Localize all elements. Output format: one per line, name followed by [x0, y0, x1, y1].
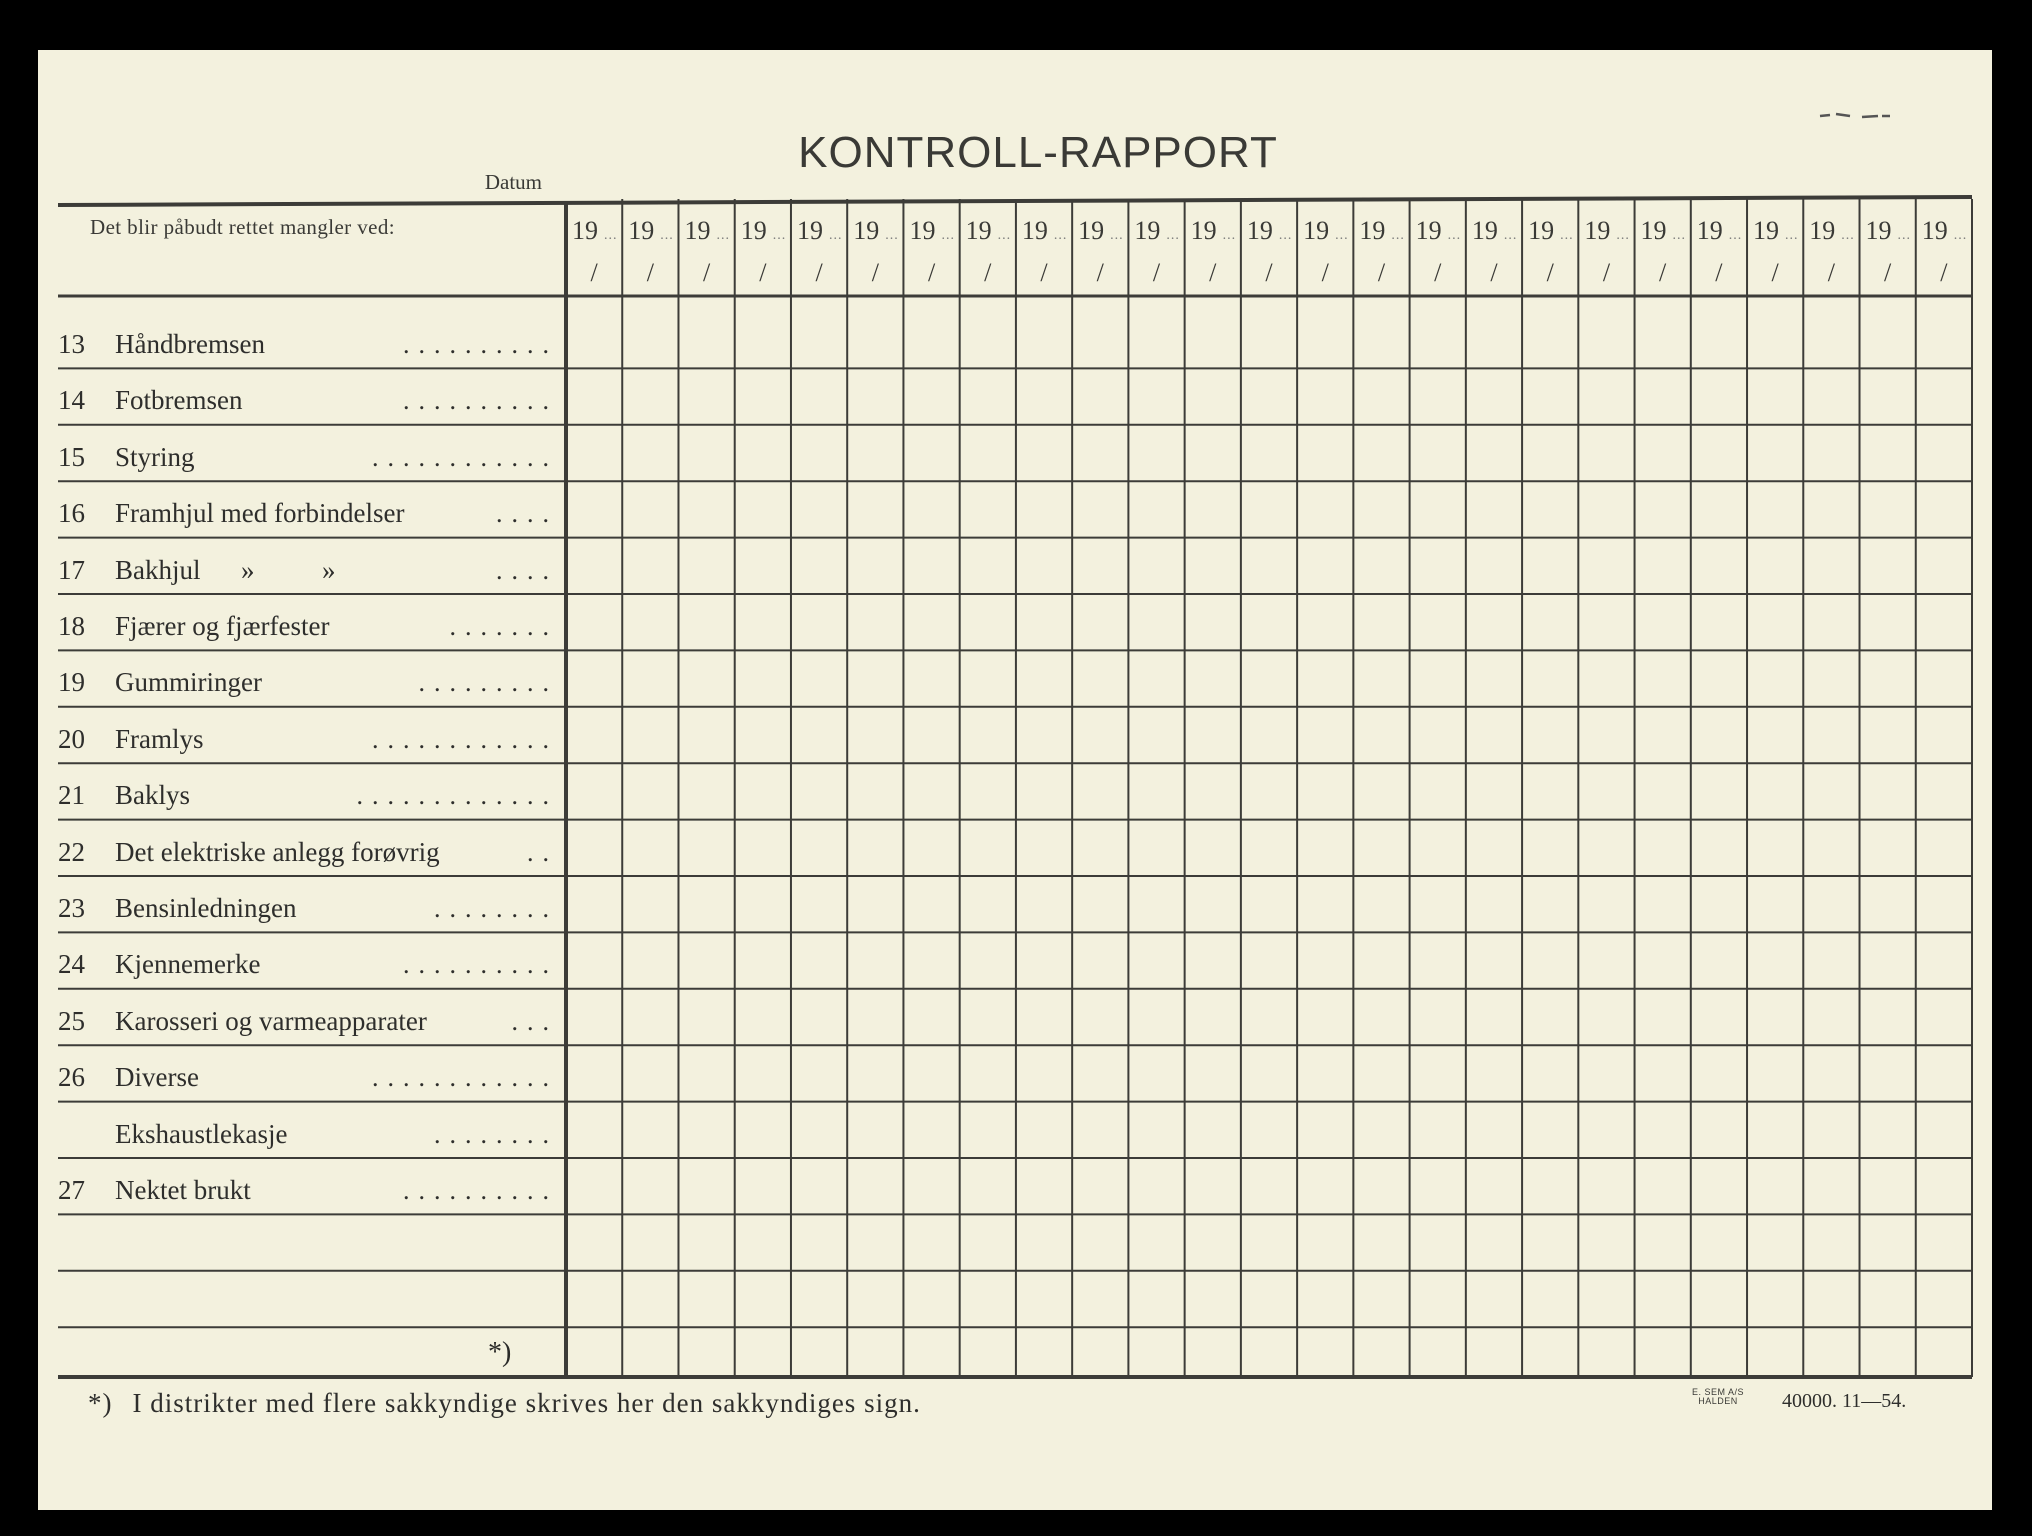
year-blank: ... — [1391, 228, 1405, 243]
dot-leader: .......... — [403, 386, 558, 416]
year-prefix: 19 — [1809, 216, 1836, 245]
row-label: Framlys — [115, 723, 204, 754]
dot-leader: .... — [496, 499, 558, 529]
date-column-header — [791, 214, 847, 294]
year-blank: ... — [1222, 228, 1237, 243]
checklist-row — [58, 1045, 558, 1101]
footnote-text: I distrikter med flere sakkyndige skrives her den sakkyndiges sign. — [132, 1388, 921, 1418]
dot-leader: .......... — [403, 950, 558, 980]
year-blank: ... — [1053, 228, 1068, 243]
checklist-row — [58, 538, 558, 594]
year-blank: ... — [1560, 228, 1574, 243]
date-column-header — [847, 214, 903, 294]
row-label: Framhjul med forbindelser — [115, 498, 405, 529]
date-column-header — [1860, 214, 1916, 294]
date-slash: / — [1884, 258, 1892, 287]
form-title: KONTROLL-RAPPORT — [798, 128, 1278, 177]
date-column-header — [1016, 214, 1072, 294]
row-label: Baklys — [115, 780, 191, 811]
year-blank: ... — [1335, 228, 1349, 243]
date-slash: / — [815, 258, 823, 287]
dot-leader: .. — [527, 837, 558, 867]
year-prefix: 19 — [1303, 216, 1330, 245]
date-slash: / — [646, 258, 654, 287]
date-column-header — [1241, 214, 1297, 294]
date-slash: / — [871, 258, 879, 287]
date-column-header — [735, 214, 791, 294]
date-column-header — [1466, 214, 1522, 294]
year-prefix: 19 — [1921, 216, 1948, 245]
date-slash: / — [1490, 258, 1498, 287]
date-slash: / — [1265, 258, 1273, 287]
dot-leader: ... — [511, 1006, 558, 1036]
year-prefix: 19 — [684, 216, 711, 245]
year-blank: ... — [941, 228, 955, 243]
checklist-row — [58, 932, 558, 988]
date-column-header — [903, 214, 959, 294]
footnote-star: *) — [88, 1388, 113, 1418]
year-prefix: 19 — [1640, 216, 1667, 245]
checklist-row — [58, 594, 558, 650]
year-blank: ... — [1278, 228, 1293, 243]
date-column-header — [960, 214, 1016, 294]
date-column-header — [1916, 214, 1972, 294]
date-slash: / — [1827, 258, 1835, 287]
year-blank: ... — [1166, 228, 1180, 243]
row-label: Ekshaustlekasje — [115, 1118, 288, 1149]
year-prefix: 19 — [628, 216, 655, 245]
date-slash: / — [590, 258, 598, 287]
printer-name: E. SEM A/S — [1692, 1387, 1745, 1397]
row-number: 22 — [58, 836, 85, 867]
date-slash: / — [759, 258, 767, 287]
row-label: Fotbremsen — [115, 385, 243, 416]
printer-imprint — [1692, 1388, 1744, 1406]
date-slash: / — [1602, 258, 1611, 287]
checklist-row — [58, 481, 558, 537]
year-prefix: 19 — [1471, 216, 1498, 245]
year-blank: ... — [660, 228, 674, 243]
checklist-row — [58, 1158, 558, 1214]
date-column-header — [622, 214, 678, 294]
date-slash: / — [1715, 258, 1723, 287]
year-prefix: 19 — [1246, 216, 1273, 245]
date-column-header — [1803, 214, 1859, 294]
signature-row-mark: *) — [488, 1337, 512, 1368]
year-blank: ... — [1447, 228, 1462, 243]
year-blank: ... — [1841, 228, 1855, 243]
dot-leader: .......... — [403, 1176, 558, 1205]
dot-leader: ......... — [418, 668, 558, 698]
checklist-row — [58, 312, 558, 368]
date-column-header — [1691, 214, 1747, 294]
dot-leader: ............. — [356, 781, 558, 811]
date-column-header — [1635, 214, 1691, 294]
date-column-header — [1747, 214, 1803, 294]
year-blank: ... — [1953, 228, 1968, 243]
date-slash: / — [1771, 258, 1779, 287]
date-slash: / — [1659, 258, 1667, 287]
row-number: 15 — [58, 441, 85, 472]
dot-leader: ........ — [434, 894, 558, 923]
year-prefix: 19 — [1528, 216, 1555, 245]
row-label: Håndbremsen — [115, 329, 265, 359]
row-number: 25 — [58, 1005, 85, 1036]
row-label: Kjennemerke — [115, 949, 261, 980]
dot-leader: ....... — [449, 612, 558, 641]
date-slash: / — [1040, 258, 1048, 287]
dot-leader: ............ — [372, 1063, 558, 1093]
date-slash: / — [1152, 258, 1161, 287]
checklist-row — [58, 820, 558, 876]
year-prefix: 19 — [572, 216, 598, 245]
row-number: 19 — [58, 667, 85, 698]
row-number: 27 — [58, 1175, 85, 1205]
row-label: Karosseri og varmeapparater — [115, 1005, 427, 1036]
row-label: Bensinledningen — [115, 893, 297, 923]
date-slash: / — [702, 258, 711, 287]
year-blank: ... — [1616, 228, 1630, 243]
dot-leader: .... — [496, 555, 558, 585]
year-prefix: 19 — [1359, 216, 1386, 245]
printer-city: HALDEN — [1698, 1396, 1738, 1406]
date-slash: / — [1377, 258, 1386, 287]
row-number: 26 — [58, 1062, 85, 1093]
date-column-header — [1128, 214, 1184, 294]
checklist-row — [58, 876, 558, 932]
date-column-header — [1410, 214, 1466, 294]
row-label: Nektet brukt — [115, 1175, 251, 1205]
year-prefix: 19 — [1865, 216, 1892, 245]
print-number: 40000. 11—54. — [1782, 1390, 1907, 1412]
datum-label: Datum — [484, 170, 542, 194]
year-blank: ... — [772, 228, 787, 243]
date-slash: / — [1940, 258, 1948, 287]
date-column-header — [1353, 214, 1409, 294]
date-column-header — [1297, 214, 1353, 294]
row-number: 14 — [58, 385, 85, 416]
row-number: 18 — [58, 611, 85, 641]
row-number: 24 — [58, 949, 85, 980]
year-prefix: 19 — [1584, 216, 1611, 245]
date-slash: / — [984, 258, 992, 287]
date-slash: / — [1546, 258, 1554, 287]
checklist-row — [58, 707, 558, 763]
date-slash: / — [1434, 258, 1442, 287]
year-blank: ... — [1672, 228, 1687, 243]
year-prefix: 19 — [1190, 216, 1217, 245]
date-column-header — [1578, 214, 1634, 294]
year-blank: ... — [716, 228, 730, 243]
date-column-header — [1072, 214, 1128, 294]
date-column-header — [1522, 214, 1578, 294]
row-number: 13 — [58, 329, 85, 359]
year-blank: ... — [885, 228, 899, 243]
row-label: Styring — [115, 441, 195, 472]
footnote — [88, 1388, 921, 1419]
date-slash: / — [1321, 258, 1329, 287]
row-number: 23 — [58, 893, 85, 923]
mangler-label: Det blir påbudt rettet mangler ved: — [90, 215, 395, 239]
date-column-header — [678, 214, 734, 294]
year-blank: ... — [1728, 228, 1743, 243]
row-number: 21 — [58, 780, 85, 811]
year-prefix: 19 — [740, 216, 767, 245]
year-prefix: 19 — [1753, 216, 1780, 245]
year-prefix: 19 — [796, 216, 823, 245]
year-prefix: 19 — [1021, 216, 1048, 245]
row-number: 20 — [58, 723, 85, 754]
year-blank: ... — [1110, 228, 1124, 243]
row-number: 17 — [58, 554, 85, 585]
date-column-header — [566, 214, 622, 294]
checklist-row — [58, 368, 558, 424]
year-prefix: 19 — [1696, 216, 1723, 245]
checklist-row — [58, 650, 558, 706]
year-prefix: 19 — [1134, 216, 1161, 245]
row-label: Bakhjul » » — [115, 554, 336, 585]
dot-leader: ............ — [372, 442, 558, 472]
date-slash: / — [927, 258, 936, 287]
year-blank: ... — [1785, 228, 1799, 243]
row-label: Det elektriske anlegg forøvrig — [115, 836, 440, 867]
year-blank: ... — [1897, 228, 1912, 243]
year-prefix: 19 — [1078, 216, 1105, 245]
row-label: Fjærer og fjærfester — [115, 611, 330, 641]
row-label: Gummiringer — [115, 667, 262, 698]
dot-leader: .......... — [403, 330, 558, 359]
year-blank: ... — [997, 228, 1012, 243]
checklist-row — [58, 425, 558, 481]
year-prefix: 19 — [1415, 216, 1442, 245]
dot-leader: ........ — [434, 1119, 558, 1149]
checklist-row — [58, 1102, 558, 1158]
date-column-header — [1185, 214, 1241, 294]
year-blank: ... — [604, 228, 618, 243]
year-blank: ... — [828, 228, 843, 243]
date-slash: / — [1096, 258, 1104, 287]
date-slash: / — [1209, 258, 1217, 287]
year-prefix: 19 — [853, 216, 880, 245]
checklist-row — [58, 763, 558, 819]
dot-leader: ............ — [372, 724, 558, 754]
year-prefix: 19 — [909, 216, 936, 245]
row-label: Diverse — [115, 1062, 199, 1093]
year-prefix: 19 — [965, 216, 992, 245]
year-blank: ... — [1503, 228, 1518, 243]
checklist-row — [58, 989, 558, 1045]
row-number: 16 — [58, 498, 85, 529]
